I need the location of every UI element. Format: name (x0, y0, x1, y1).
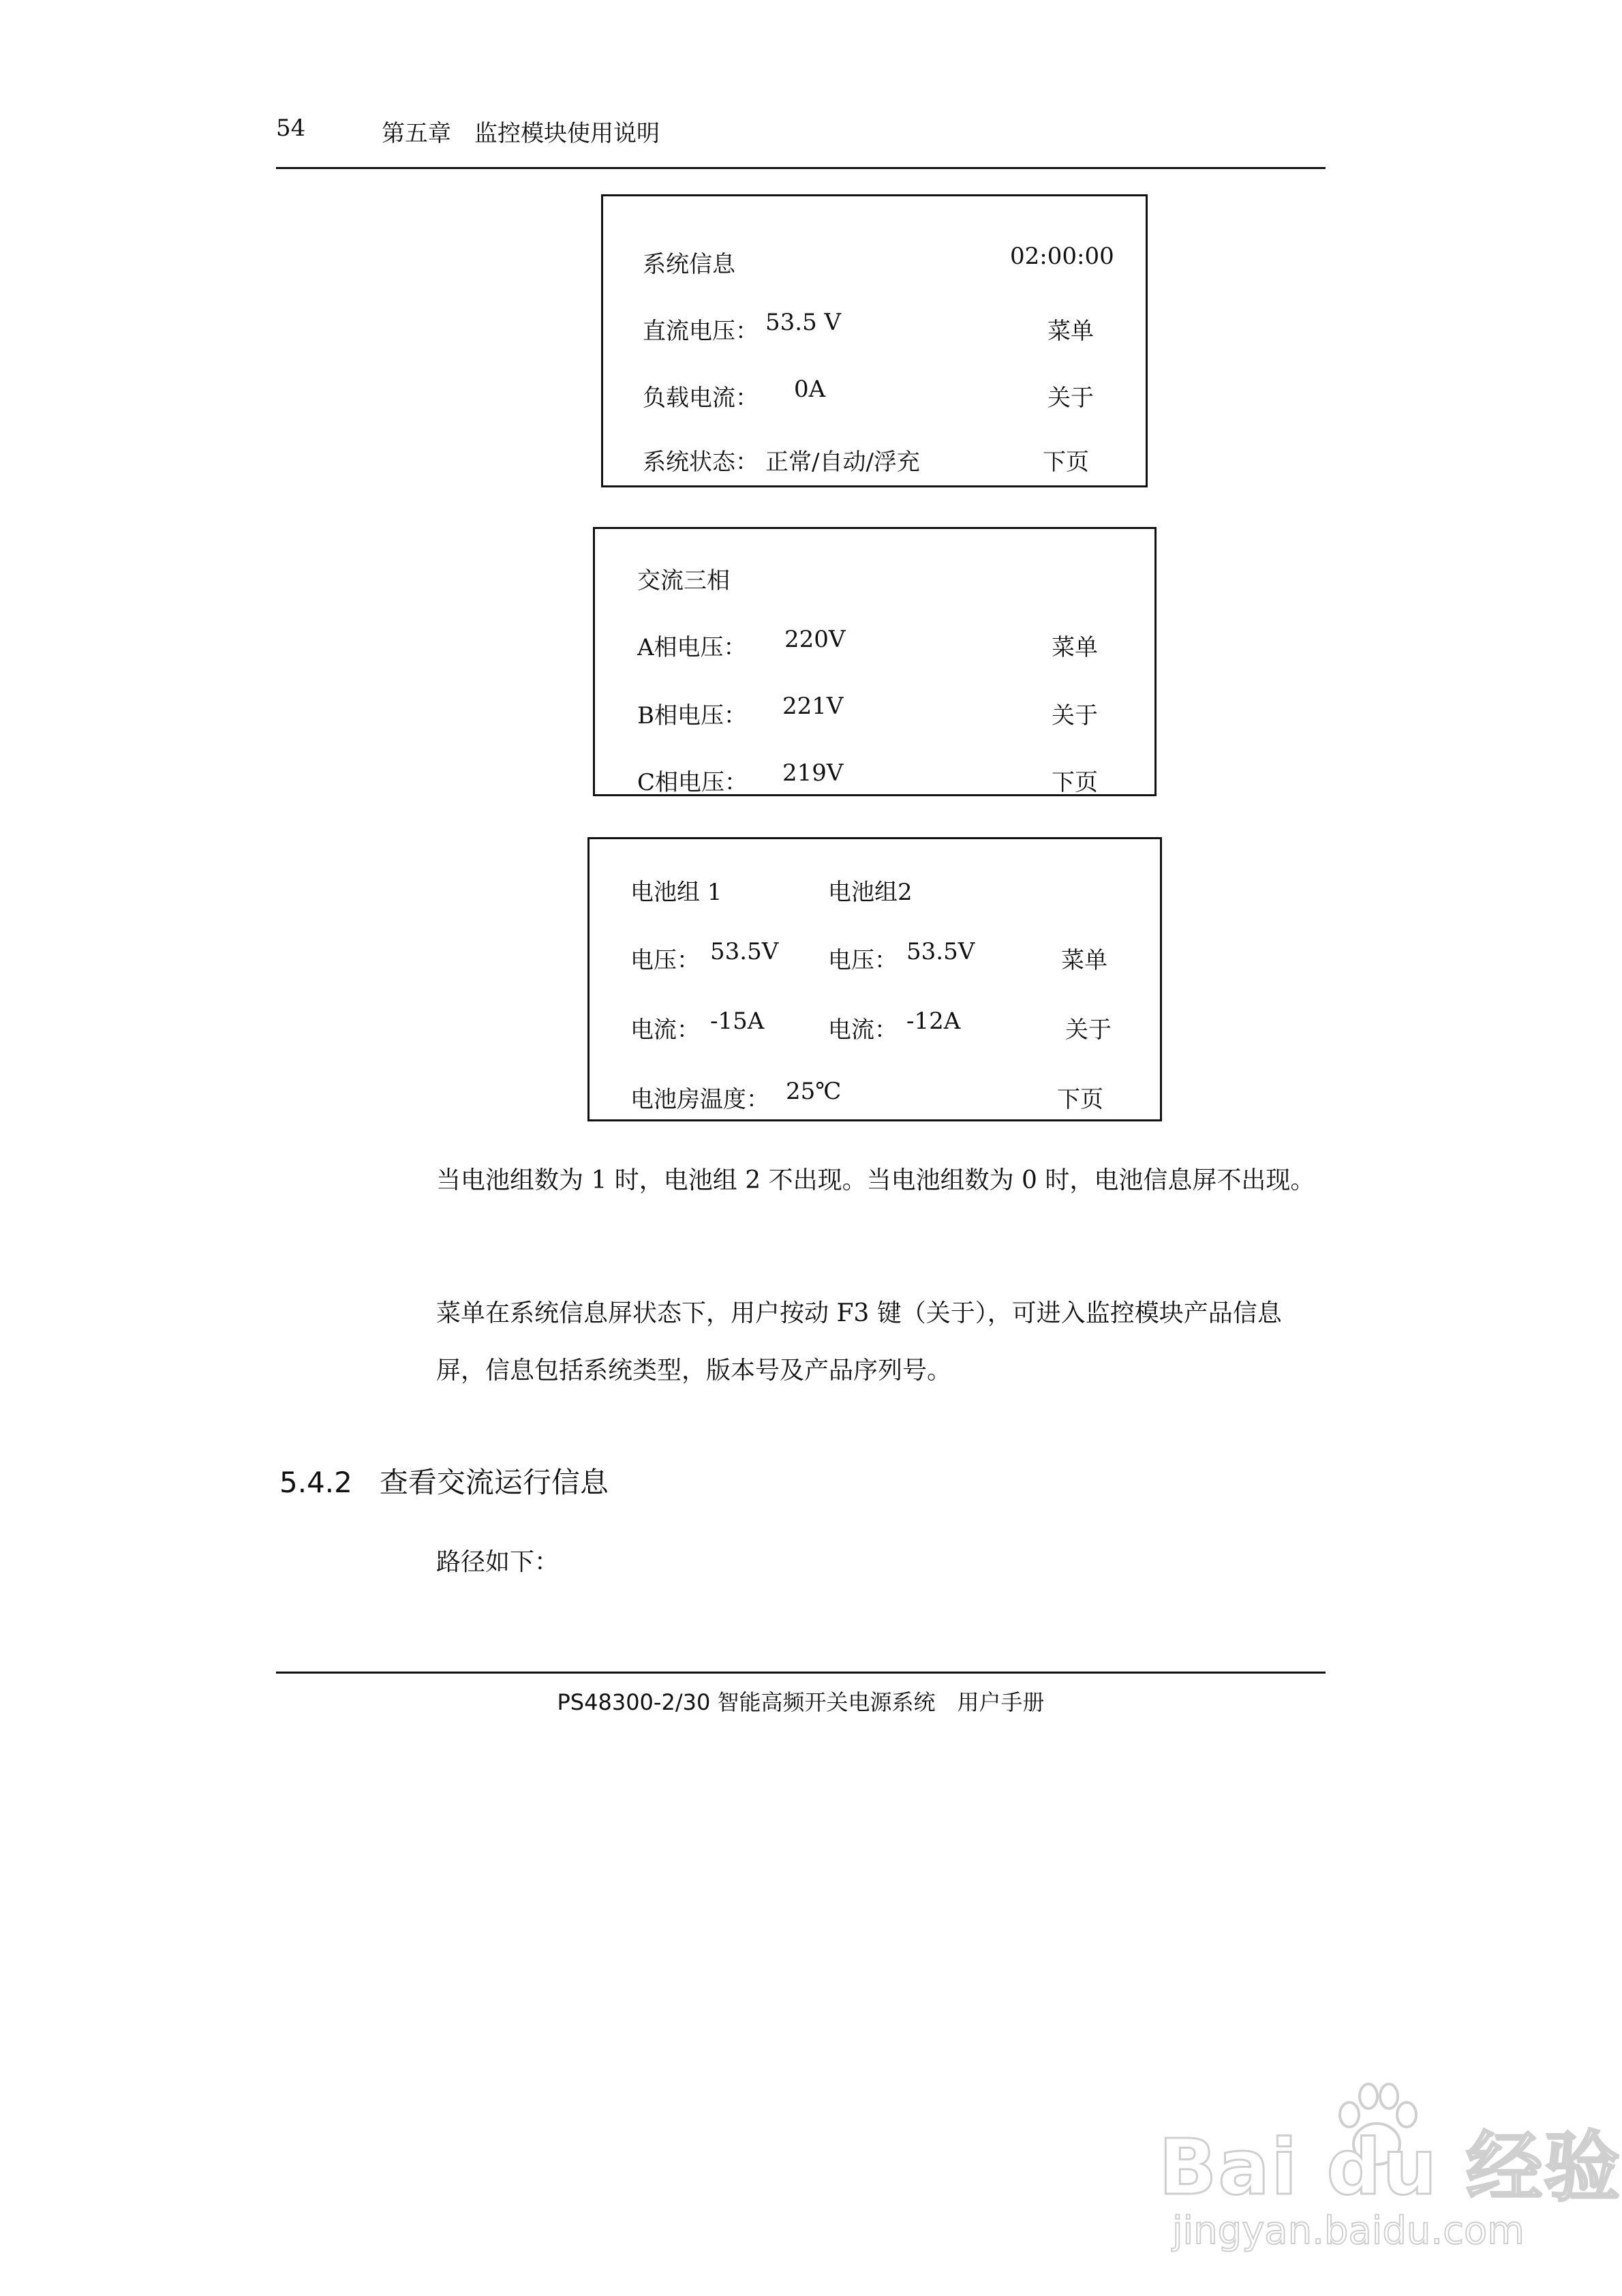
watermark-url: jingyan.baidu.com (1172, 2209, 1525, 2253)
softkey-menu[interactable]: 菜单 (1047, 318, 1094, 345)
paragraph-path (436, 1534, 1329, 1591)
room-temp-value: 25℃ (786, 1078, 842, 1105)
phase-b-value: 221V (782, 693, 844, 720)
softkey-menu[interactable]: 菜单 (1061, 947, 1107, 974)
page-footer: PS48300-2/30 智能高频开关电源系统 用户手册 (557, 1689, 1045, 1715)
softkey-next-page[interactable]: 下页 (1052, 769, 1098, 796)
screen-system-info (601, 194, 1148, 487)
phase-c-value: 219V (782, 759, 844, 787)
room-temp-label: 电池房温度： (630, 1086, 769, 1113)
g2-voltage-value: 53.5V (906, 938, 975, 965)
softkey-about[interactable]: 关于 (1065, 1016, 1112, 1044)
softkey-next-page[interactable]: 下页 (1057, 1086, 1103, 1113)
dc-voltage-value: 53.5 V (765, 309, 842, 336)
phase-a-value: 220V (784, 626, 846, 653)
clock: 02:00:00 (1010, 243, 1114, 270)
paragraph-text: 路径如下： (436, 1548, 560, 1576)
load-current-value: 0A (794, 376, 826, 403)
paragraph-about-key (436, 1285, 1329, 1400)
screen-ac-three-phase (593, 527, 1157, 796)
section-number: 5.4.2 (279, 1466, 352, 1499)
softkey-menu[interactable]: 菜单 (1052, 634, 1098, 661)
chapter-title: 第五章 监控模块使用说明 (382, 120, 660, 147)
phase-c-label: C相电压： (637, 769, 748, 796)
softkey-next-page[interactable]: 下页 (1043, 449, 1089, 476)
header-rule (276, 167, 1326, 169)
load-current-label: 负载电流： (643, 384, 759, 412)
g2-voltage-label: 电压： (828, 947, 898, 974)
screen-title: 系统信息 (643, 251, 735, 278)
paragraph-text: 当电池组数为 1 时，电池组 2 不出现。当电池组数为 0 时，电池信息屏不出现。 (436, 1166, 1315, 1194)
softkey-about[interactable]: 关于 (1052, 702, 1098, 729)
g1-current-value: -15A (710, 1008, 765, 1035)
section-title-text: 查看交流运行信息 (379, 1466, 609, 1499)
paragraph-text: 菜单在系统信息屏状态下，用户按动 F3 键（关于），可进入监控模块产品信息屏，信息包括系统类型，版本号及产品序列号。 (436, 1299, 1282, 1385)
screen-battery-groups (587, 837, 1162, 1121)
softkey-about[interactable]: 关于 (1047, 384, 1094, 412)
section-heading (279, 1460, 609, 1501)
screen-title: 交流三相 (637, 567, 730, 594)
dc-voltage-label: 直流电压： (643, 318, 759, 345)
battery-group-2-title: 电池组2 (828, 879, 913, 906)
paragraph-battery-note (436, 1152, 1329, 1209)
battery-group-1-title: 电池组 1 (630, 879, 722, 906)
g1-current-label: 电流： (630, 1016, 700, 1044)
g2-current-label: 电流： (828, 1016, 898, 1044)
g1-voltage-label: 电压： (630, 947, 700, 974)
footer-rule (276, 1672, 1326, 1674)
g2-current-value: -12A (906, 1008, 961, 1035)
g1-voltage-value: 53.5V (710, 938, 779, 965)
system-status-label: 系统状态： (643, 449, 759, 476)
phase-a-label: A相电压： (637, 634, 747, 661)
system-status-value: 正常/自动/浮充 (765, 449, 920, 476)
baidu-jingyan-watermark (1159, 2072, 1622, 2263)
phase-b-label: B相电压： (637, 702, 747, 729)
watermark-brand: Bai du 经验 (1159, 2124, 1622, 2212)
page-number: 54 (276, 115, 306, 142)
